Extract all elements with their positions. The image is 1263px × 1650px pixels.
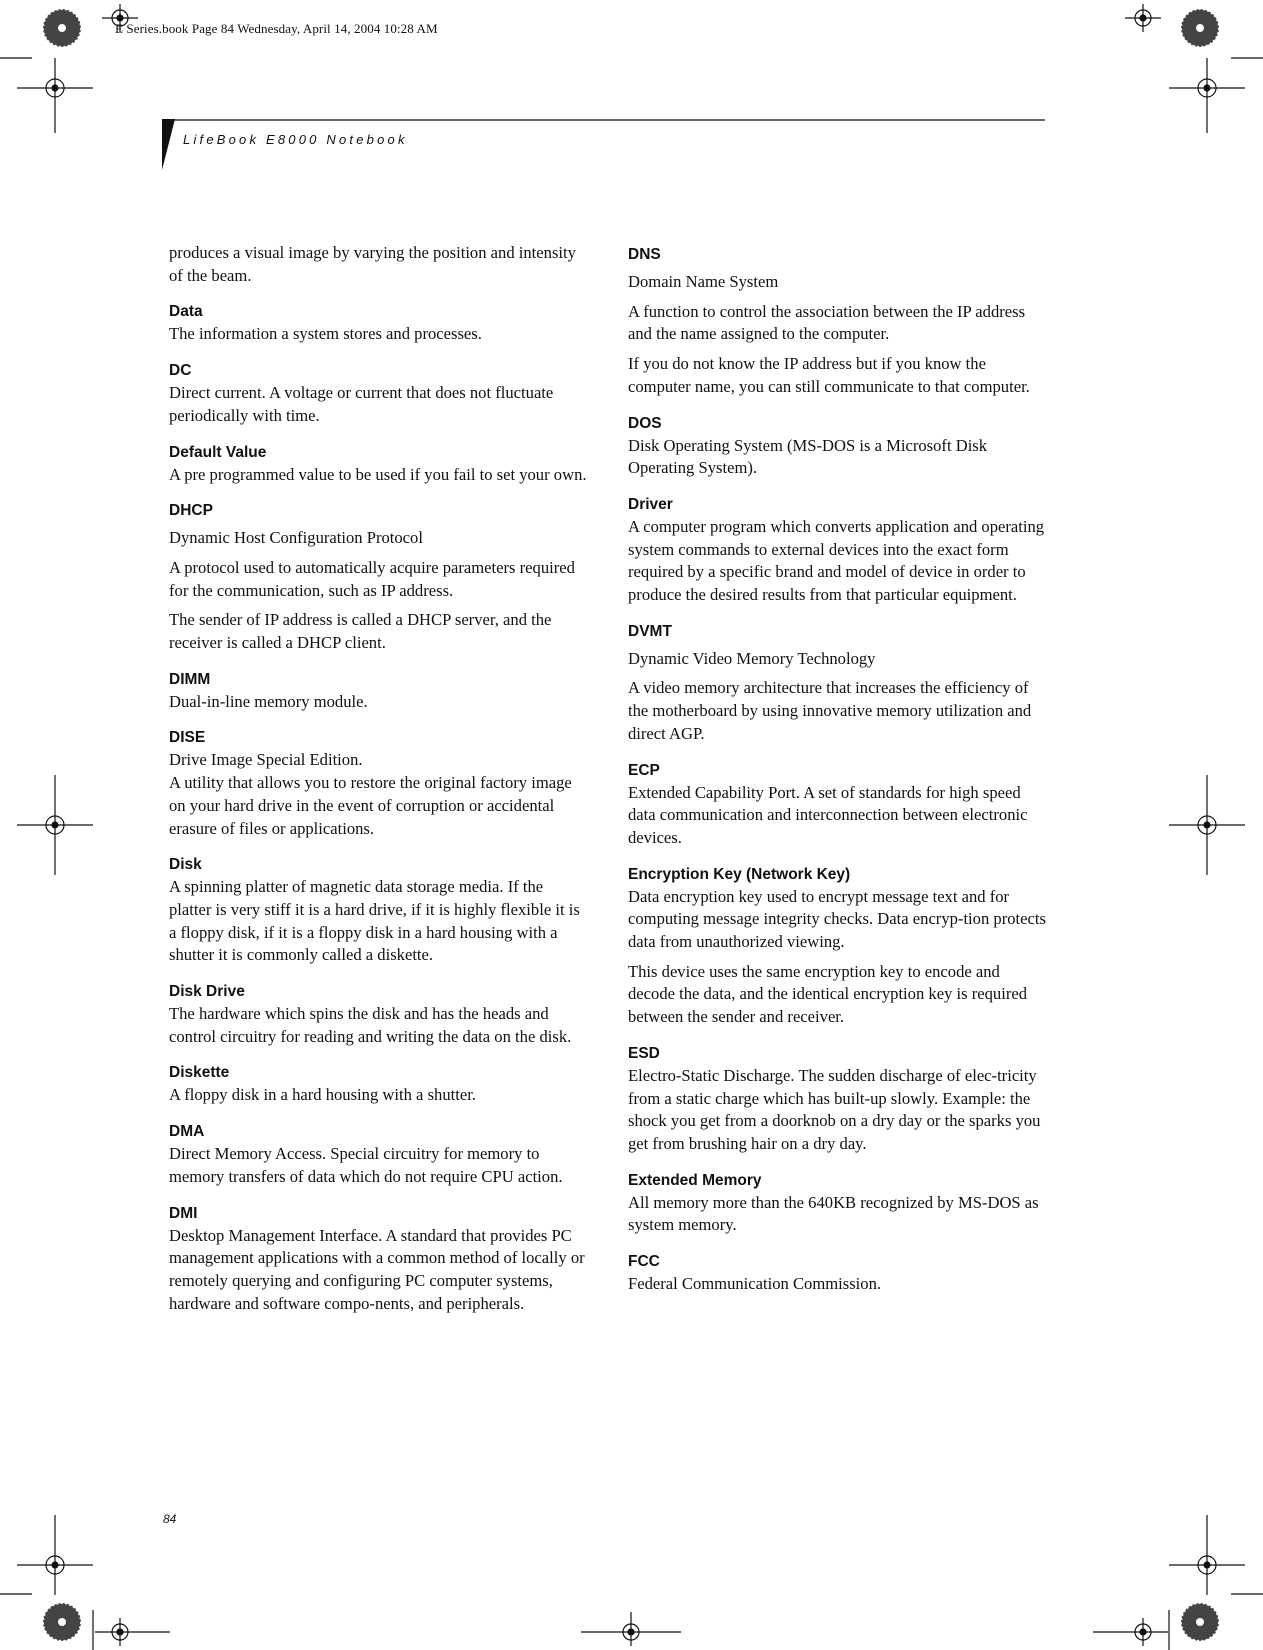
header-tab [162,119,175,170]
star-wheel-icon-top-left [43,9,81,47]
crosshair-icon-left-upper [17,58,93,133]
glossary-entry-disk [169,854,589,967]
glossary-definition: A function to control the association between the IP address and the name assigned to the computer. [628,301,1026,344]
glossary-definition: Direct Memory Access. Special circuitry for memory to memory transfers of data which do not require CPU action. [169,1144,563,1186]
glossary-entry-encryption-key-network-key [628,864,1048,1029]
glossary-term: DC [169,362,192,380]
glossary-entry-dhcp [169,500,589,655]
glossary-definition: A pre programmed value to be used if you fail to set your own. [169,464,587,484]
glossary-term: Extended Memory [628,1171,762,1189]
crosshair-icon-right-lower [1169,1515,1245,1595]
continuation-text [169,242,589,287]
glossary-entry-driver [628,494,1048,607]
glossary-definition: A spinning platter of magnetic data storage media. If the platter is very stiff it is a hard drive, if it is highly flexible it is a floppy disk, if it is a floppy disk in a hard housing with a shutter it is commonly called a diskette. [169,877,580,965]
glossary-entry-dc [169,360,589,427]
glossary-term: DVMT [628,622,672,640]
glossary-definition: All memory more than the 640KB recognized by MS-DOS as system memory. [628,1192,1039,1235]
glossary-entry-data [169,301,589,346]
glossary-definition: Dual-in-line memory module. [169,691,368,711]
glossary-definition: Disk Operating System (MS-DOS is a Microsoft Disk Operating System). [628,435,988,478]
glossary-entry-fcc [628,1251,1048,1296]
glossary-entry-default-value [169,442,589,487]
glossary-term: Driver [628,495,673,513]
glossary-definition: A floppy disk in a hard housing with a shutter. [169,1085,476,1105]
left-glossary-entries [169,301,589,1315]
glossary-definition: Drive Image Special Edition. [169,750,363,770]
glossary-term: Disk Drive [169,983,245,1001]
glossary-definition: Desktop Management Interface. A standard that provides PC management applications with a common method of locally or remotely querying and configuring PC computer systems, hardware and software compo-nents, and peripherals. [169,1225,585,1313]
crosshair-icon-right-upper [1169,58,1245,133]
glossary-entry-disk-drive [169,981,589,1048]
glossary-entry-diskette [169,1062,589,1107]
running-head: LifeBook E8000 Notebook [183,132,408,147]
glossary-definition: The sender of IP address is called a DHCP server, and the receiver is called a DHCP client. [169,610,552,653]
glossary-term: FCC [628,1253,660,1271]
glossary-term: Data [169,303,203,321]
glossary-definition: A utility that allows you to restore the original factory image on your hard drive in the event of corruption or accidental erasure of files or applications. [169,773,572,838]
glossary-definition: A protocol used to automatically acquire parameters required for the communication, such as IP address. [169,557,575,600]
crosshair-icon-bottom-left [95,1618,170,1646]
glossary-term: ESD [628,1044,660,1062]
glossary-entry-dvmt [628,621,1048,746]
glossary-definition: Dynamic Video Memory Technology [628,648,876,668]
glossary-entry-extended-memory [628,1170,1048,1237]
crosshair-icon-right-middle [1169,775,1245,875]
glossary-entry-dmi [169,1203,589,1316]
glossary-entry-dise [169,727,589,840]
glossary-definition: A computer program which converts application and operating system commands to external devices into the exact form required by a specific brand and model of device in order to produce the desired results from that particular equipment. [628,516,1045,605]
glossary-term: DIMM [169,670,211,688]
glossary-definition: This device uses the same encryption key to encode and decode the data, and the identical encryption key is required between the sender and receiver. [628,961,1028,1027]
crosshair-icon-left-middle [17,775,93,875]
crosshair-icon-left-lower [17,1515,93,1595]
glossary-term: Default Value [169,443,267,461]
glossary-entry-dos [628,413,1048,480]
glossary-definition: Electro-Static Discharge. The sudden discharge of elec-tricity from a static charge which has built-up slowly. Example: the shock you get from a doorknob on a dry day or the sparks you get from brushing hair on a dry day. [628,1065,1041,1153]
star-wheel-icon-bottom-right [1181,1603,1219,1641]
glossary-definition: The information a system stores and processes. [169,324,482,344]
glossary-definition: Data encryption key used to encrypt message text and for computing message integrity checks. Data encryp-tion protects data from unauthorized viewing. [628,886,1046,952]
glossary-definition: Extended Capability Port. A set of standards for high speed data communication and interconnection between electronic devices. [628,782,1028,847]
glossary-entry-ecp [628,760,1048,850]
left-column [169,242,589,1329]
glossary-term: DMI [169,1204,198,1222]
glossary-term: DOS [628,414,662,432]
glossary-entry-dma [169,1121,589,1188]
print-slug: E Series.book Page 84 Wednesday, April 14, 2004 10:28 AM [115,21,438,36]
glossary-entry-esd [628,1043,1048,1156]
glossary-definition: Direct current. A voltage or current that does not fluctuate periodically with time. [169,383,554,425]
page-number: 84 [163,1512,177,1526]
glossary-definition: Federal Communication Commission. [628,1274,882,1294]
glossary-term: Disk [169,856,202,874]
glossary-definition: The hardware which spins the disk and has the heads and control circuitry for reading and writing the data on the disk. [169,1004,572,1046]
glossary-term: Encryption Key (Network Key) [628,865,851,883]
star-wheel-icon-bottom-left [43,1603,81,1641]
glossary-term: DISE [169,729,206,747]
continuation-paragraph: produces a visual image by varying the position and intensity of the beam. [169,243,576,285]
glossary-entry-dns [628,244,1048,399]
glossary-term: ECP [628,761,660,779]
glossary-definition: If you do not know the IP address but if you know the computer name, you can still communicate to that computer. [628,354,1030,396]
glossary-entry-dimm [169,669,589,714]
glossary-definition: Domain Name System [628,272,779,291]
crosshair-icon-bottom-center [581,1612,681,1646]
crosshair-icon-top-right [1125,4,1161,32]
glossary-term: DHCP [169,502,213,520]
crosshair-icon-bottom-right [1093,1618,1168,1646]
star-wheel-icon-top-right [1181,9,1219,47]
glossary-term: DMA [169,1123,205,1141]
glossary-definition: A video memory architecture that increases the efficiency of the motherboard by using innovative memory utilization and direct AGP. [628,678,1032,743]
right-column [628,244,1048,1310]
glossary-definition: Dynamic Host Configuration Protocol [169,528,423,548]
glossary-term: DNS [628,246,661,263]
glossary-term: Diskette [169,1064,230,1082]
right-glossary-entries [628,244,1048,1296]
